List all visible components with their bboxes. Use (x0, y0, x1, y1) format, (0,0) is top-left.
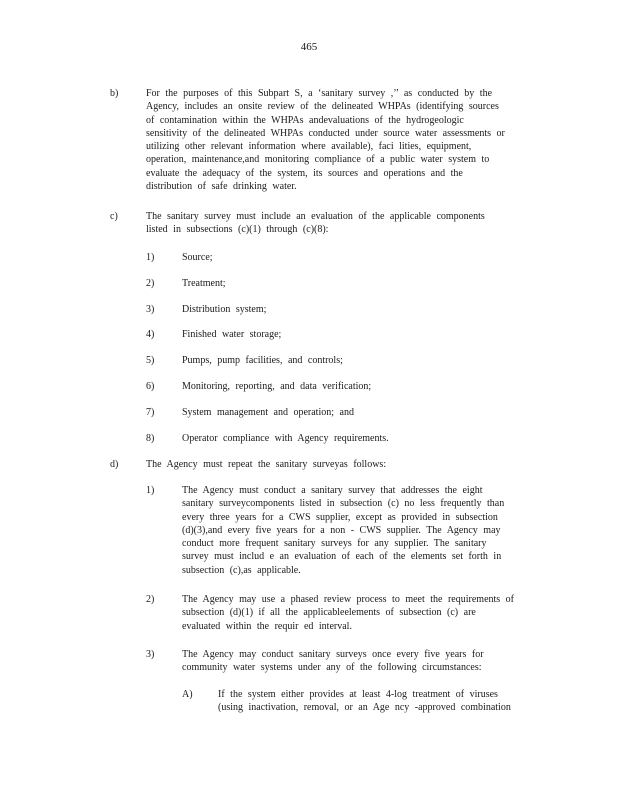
section-d-item-3 (182, 648, 484, 675)
list-item-label: 2) (146, 594, 155, 605)
section-b-label: b) (110, 88, 119, 99)
item-line: (using inactivation, removal, or an Age ncy -approved combination (218, 702, 511, 714)
item-line: every three years for a CWS supplier, except as provided in subsection (182, 511, 498, 523)
section-d-sub-a (218, 688, 511, 715)
list-item-label: 3) (146, 304, 155, 315)
section-c-label: c) (110, 211, 118, 222)
list-item: Operator compliance with Agency requirements. (182, 433, 389, 444)
list-item-label: 6) (146, 381, 155, 392)
section-b-line: evaluate the adequacy of the system, its sources and operations and the (146, 167, 463, 179)
item-line: If the system either provides at least 4-log treatment of viruses (218, 689, 498, 700)
list-item-label: 5) (146, 355, 155, 366)
section-c-line: listed in subsections (c)(1) through (c)(8): (146, 224, 329, 236)
item-line: conduct more frequent sanitary surveys for any supplier. The sanitary (182, 538, 487, 550)
item-line: sanitary surveycomponents listed in subsection (c) no less frequently than (182, 498, 505, 510)
list-item-label: 2) (146, 278, 155, 289)
item-line: subsection (c),as applicable. (182, 564, 301, 576)
item-line: (d)(3),and every five years for a non - CWS supplier. The Agency may (182, 524, 501, 536)
list-item: Distribution system; (182, 304, 267, 315)
section-d-label: d) (110, 459, 119, 470)
list-item-label: 7) (146, 407, 155, 418)
item-line: The Agency may conduct sanitary surveys once every five years for (182, 649, 484, 660)
item-line: survey must includ e an evaluation of each of the elements set forth in (182, 551, 502, 563)
list-item-label: 1) (146, 485, 155, 496)
section-b-line: utilizing other relevant information where available), faci lities, equipment, (146, 141, 472, 153)
list-item-label: 8) (146, 433, 155, 444)
item-line: The Agency may use a phased review process to meet the requirements of (182, 594, 515, 605)
list-item: Pumps, pump facilities, and controls; (182, 355, 343, 366)
item-line: subsection (d)(1) if all the applicableelements of subsection (c) are (182, 607, 476, 619)
sub-item-label: A) (182, 689, 193, 700)
section-b-line: sensitivity of the delineated WHPAs conducted under source water assessments or (146, 127, 505, 139)
section-b-line: For the purposes of this Subpart S, a ‘sanitary survey ,’’ as conducted by the (146, 88, 493, 99)
section-d-item-1 (182, 484, 504, 577)
list-item-label: 4) (146, 329, 155, 340)
list-item: Treatment; (182, 278, 226, 289)
list-item: Monitoring, reporting, and data verification; (182, 381, 372, 392)
section-c-line: The sanitary survey must include an evaluation of the applicable components (146, 211, 485, 222)
list-item: Source; (182, 252, 213, 263)
section-b-line: Agency, includes an onsite review of the delineated WHPAs (identifying sources (146, 101, 499, 113)
list-item: Finished water storage; (182, 329, 282, 340)
item-line: The Agency must conduct a sanitary survey that addresses the eight (182, 485, 483, 496)
list-item-label: 3) (146, 649, 155, 660)
list-item-label: 1) (146, 252, 155, 263)
section-d-text: The Agency must repeat the sanitary surveyas follows: (146, 459, 387, 470)
page-number: 465 (300, 41, 318, 53)
section-b-line: distribution of safe drinking water. (146, 181, 297, 193)
section-b-line: of contamination within the WHPAs andevaluations of the hydrogeologic (146, 114, 464, 126)
section-b-text (146, 87, 505, 193)
section-c-text (146, 210, 485, 237)
list-item: System management and operation; and (182, 407, 354, 418)
item-line: community water systems under any of the following circumstances: (182, 662, 482, 674)
item-line: evaluated within the requir ed interval. (182, 620, 352, 632)
section-d-item-2 (182, 593, 514, 633)
section-b-line: operation, maintenance,and monitoring compliance of a public water system to (146, 154, 490, 166)
